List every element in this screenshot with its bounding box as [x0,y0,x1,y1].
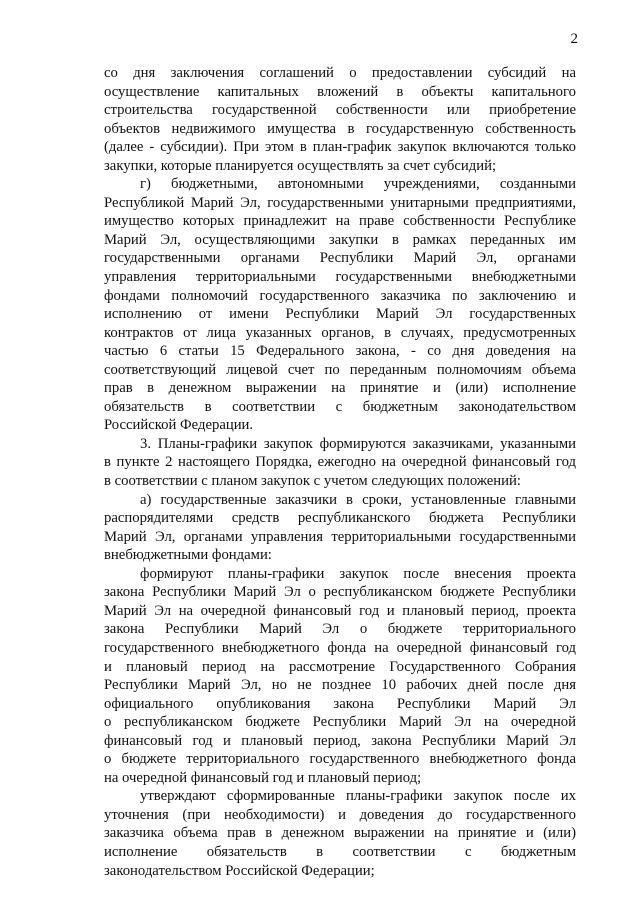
text-line: объектов недвижимого имущества в государственную собственность [104,120,576,137]
text-line: Республики Марий Эл, но не позднее 10 рабочих дней после дня [104,677,576,694]
text-line: Республикой Марий Эл, государственными унитарными предприятиями, [104,194,576,211]
text-line: прав в денежном выражении на принятие и (или) исполнение [104,380,576,397]
text-line: утверждают сформированные планы-графики закупок после их [140,788,576,805]
text-line: на очередной финансовый год и плановый период; [104,769,422,786]
text-line: в пункте 2 настоящего Порядка, ежегодно на очередной финансовый год [104,454,576,471]
text-line: законодательством Российской Федерации; [104,862,375,879]
page-number: 2 [570,31,578,47]
text-line: фондами полномочий государственного заказчика по заключению и [104,287,576,304]
text-line: в соответствии с планом закупок с учетом следующих положений: [104,473,521,490]
text-line: Марий Эл на очередной финансовый год и плановый период, проекта [104,602,576,619]
text-line: обязательств в соответствии с бюджетным законодательством [104,398,576,415]
text-line: официального опубликования закона Республики Марий Эл [104,695,576,712]
text-line: со дня заключения соглашений о предоставлении субсидий на [104,65,576,81]
text-line: о бюджете территориального государственного внебюджетного фонда [104,751,576,768]
text-line: Марий Эл, органами управления территориальными государственными [104,528,576,545]
text-line: а) государственные заказчики в сроки, установленные главными [140,491,576,508]
text-line: закона Республики Марий Эл о республиканском бюджете Республики [104,584,576,601]
text-line: финансовый год и плановый период, закона Республики Марий Эл [104,732,576,749]
text-line: исполнению от имени Республики Марий Эл государственных [104,306,576,323]
text-line: заказчика объема прав в денежном выражении на принятие и (или) [104,825,576,842]
text-line: (далее - субсидии). При этом в план-график закупок включаются только [104,139,576,156]
text-line: исполнение обязательств в соответствии с бюджетным [104,843,576,860]
text-line: закона Республики Марий Эл о бюджете территориального [104,621,576,638]
text-line: государственного внебюджетного фонда на очередной финансовый год [104,639,576,656]
text-line: контрактов от лица указанных органов, в случаях, предусмотренных [104,324,576,341]
text-line: внебюджетными фондами: [104,547,272,564]
text-line: формируют планы-графики закупок после внесения проекта [140,565,576,582]
body-text [104,64,576,880]
text-line: уточнения (при необходимости) и доведения до государственного [104,806,576,823]
text-line: управления территориальными государственными внебюджетными [104,269,576,286]
text-line: строительства государственной собственности или приобретение [104,102,576,119]
text-line: Российской Федерации. [104,417,254,434]
text-line: осуществление капитальных вложений в объекты капитального [104,83,576,100]
text-line: имущество которых принадлежит на праве собственности Республике [104,213,576,230]
text-line: распорядителями средств республиканского бюджета Республики [104,510,576,527]
text-line: государственными органами Республики Марий Эл, органами [104,250,576,267]
text-line: Марий Эл, осуществляющими закупки в рамках переданных им [104,231,576,248]
text-line: частью 6 статьи 15 Федерального закона, - со дня доведения на [104,343,576,360]
text-line: закупки, которые планируется осуществлять за счет субсидий; [104,157,497,174]
text-line: о республиканском бюджете Республики Марий Эл на очередной [104,714,576,731]
text-line: г) бюджетными, автономными учреждениями, созданными [140,176,576,193]
text-line: 3. Планы-графики закупок формируются заказчиками, указанными [140,435,576,452]
text-line: соответствующий лицевой счет по переданным полномочиям объема [104,361,576,378]
text-line: и плановый период на рассмотрение Государственного Собрания [104,658,576,675]
